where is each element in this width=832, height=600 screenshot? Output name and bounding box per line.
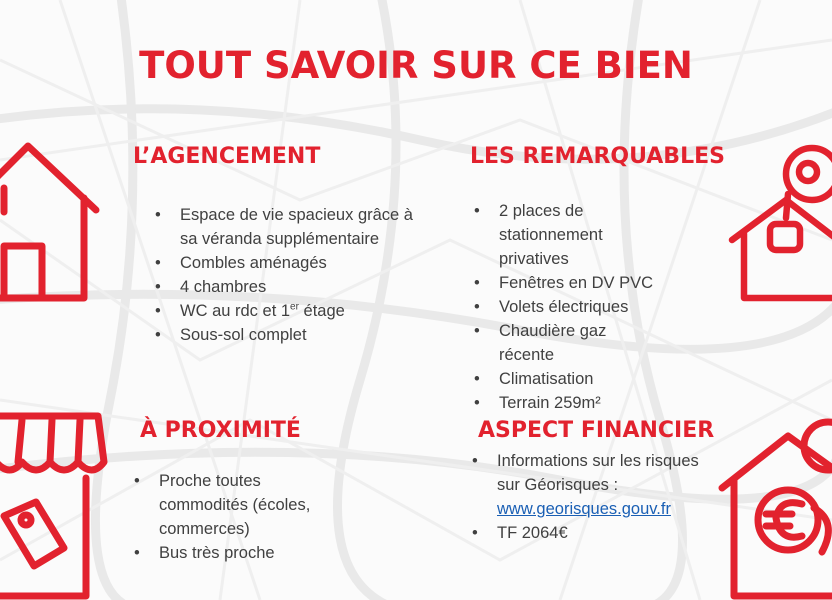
list-item: • Chaudière gaz récente <box>474 319 664 367</box>
house-icon <box>0 132 104 304</box>
list-item: • Fenêtres en DV PVC <box>474 271 664 295</box>
page-title: TOUT SAVOIR SUR CE BIEN <box>139 44 693 87</box>
risk-text: Informations sur les risques sur Géorisques : <box>497 452 699 494</box>
list-item: • 4 chambres <box>155 275 423 299</box>
section-proximite <box>140 418 380 565</box>
wc-suffix: étage <box>298 302 345 320</box>
remarquables-list <box>474 199 664 415</box>
list-item: • Bus très proche <box>134 541 344 565</box>
house-key-tag-icon <box>726 136 832 304</box>
list-item: • Sous-sol complet <box>155 323 423 347</box>
list-item-risks <box>472 449 707 521</box>
financier-list <box>472 449 707 545</box>
list-item: • Climatisation <box>474 367 664 391</box>
section-financier <box>478 418 728 545</box>
proximite-list <box>134 469 344 565</box>
wc-superscript: er <box>290 301 299 313</box>
wc-text: WC au rdc et 1 <box>180 302 291 320</box>
section-heading-financier: ASPECT FINANCIER <box>478 418 715 443</box>
section-heading-remarquables: LES REMARQUABLES <box>470 144 725 169</box>
list-item: • Volets électriques <box>474 295 664 319</box>
list-item-tax: • TF 2064€ <box>472 521 707 545</box>
house-euro-icon <box>718 412 832 600</box>
list-item: • Terrain 259m² <box>474 391 664 415</box>
section-heading-proximite: À PROXIMITÉ <box>140 418 301 443</box>
section-agencement <box>133 144 423 347</box>
list-item: • Combles aménagés <box>155 251 423 275</box>
georisques-link[interactable]: www.georisques.gouv.fr <box>497 500 671 518</box>
list-item: • Proche toutes commodités (écoles, commerces) <box>134 469 344 541</box>
list-item: • Espace de vie spacieux grâce à sa véranda supplémentaire <box>155 203 423 251</box>
list-item: • 2 places de stationnement privatives <box>474 199 664 271</box>
section-heading-agencement: L’AGENCEMENT <box>133 144 321 169</box>
shop-tag-icon <box>0 408 110 600</box>
agencement-list <box>155 203 423 347</box>
section-remarquables <box>470 144 730 415</box>
list-item-wc <box>155 299 423 323</box>
